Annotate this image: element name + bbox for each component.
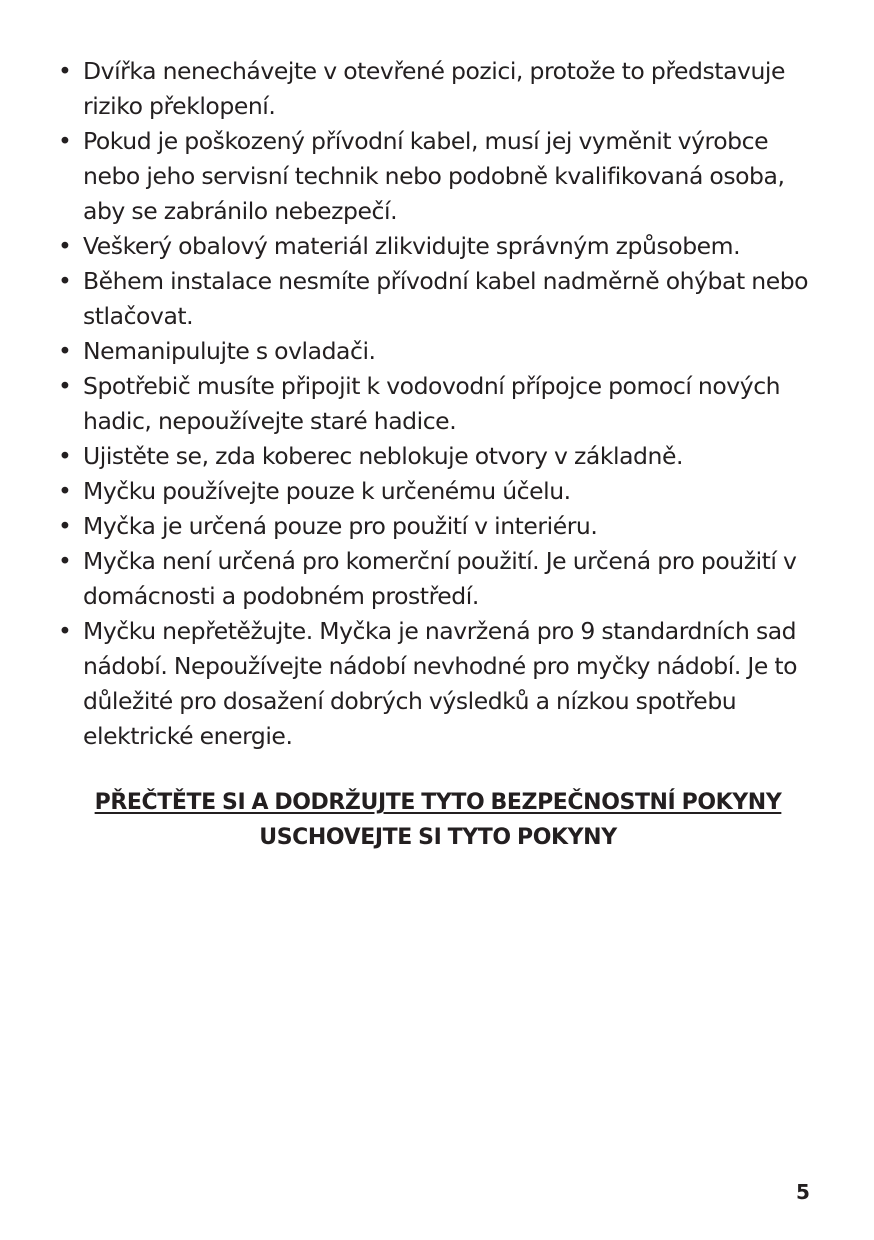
safety-notice [60, 785, 816, 855]
bullet-icon: • [58, 512, 72, 540]
bullet-icon: • [58, 442, 72, 470]
notice-heading: PŘEČTĚTE SI A DODRŽUJTE TYTO BEZPEČNOSTNÍ POKYNY [94, 790, 782, 815]
bullet-icon: • [58, 547, 72, 575]
list-item-text: Myčku používejte pouze k určenému účelu. [83, 477, 571, 505]
list-item-text: Spotřebič musíte připojit k vodovodní přípojce pomocí nových hadic, nepoužívejte staré hadice. [83, 372, 781, 435]
list-item-text: Myčka není určená pro komerční použití. Je určená pro použití v domácnosti a podobném prostředí. [83, 547, 797, 610]
bullet-icon: • [58, 372, 72, 400]
bullet-icon: • [58, 232, 72, 260]
bullet-icon: • [58, 127, 72, 155]
list-item-text: Dvířka nenechávejte v otevřené pozici, protože to představuje riziko překlopení. [83, 57, 786, 120]
list-item [58, 54, 818, 124]
list-item [58, 124, 818, 229]
list-item [58, 614, 818, 754]
list-item-text: Ujistěte se, zda koberec neblokuje otvory v základně. [83, 442, 683, 470]
safety-instructions-list [58, 54, 818, 754]
bullet-icon: • [58, 477, 72, 505]
bullet-icon: • [58, 267, 72, 295]
list-item-text: Pokud je poškozený přívodní kabel, musí jej vyměnit výrobce nebo jeho servisní technik nebo podobně kvalifikovaná osoba, aby se zabránilo nebezpečí. [83, 127, 785, 225]
list-item [58, 264, 818, 334]
notice-subheading: USCHOVEJTE SI TYTO POKYNY [259, 825, 617, 850]
page-number: 5 [796, 1180, 810, 1204]
list-item [58, 369, 818, 439]
list-item-text: Myčku nepřetěžujte. Myčka je navržená pro 9 standardních sad nádobí. Nepoužívejte nádobí nevhodné pro myčky nádobí. Je to důležité pro dosažení dobrých výsledků a nízkou spotřebu elektrické energie. [83, 617, 798, 750]
bullet-icon: • [58, 617, 72, 645]
bullet-icon: • [58, 57, 72, 85]
list-item-text: Veškerý obalový materiál zlikvidujte správným způsobem. [83, 232, 741, 260]
list-item [58, 334, 818, 369]
list-item-text: Myčka je určená pouze pro použití v interiéru. [83, 512, 598, 540]
list-item-text: Během instalace nesmíte přívodní kabel nadměrně ohýbat nebo stlačovat. [83, 267, 809, 330]
bullet-icon: • [58, 337, 72, 365]
list-item-text: Nemanipulujte s ovladači. [83, 337, 376, 365]
list-item [58, 544, 818, 614]
list-item [58, 509, 818, 544]
list-item [58, 474, 818, 509]
list-item [58, 439, 818, 474]
list-item [58, 229, 818, 264]
